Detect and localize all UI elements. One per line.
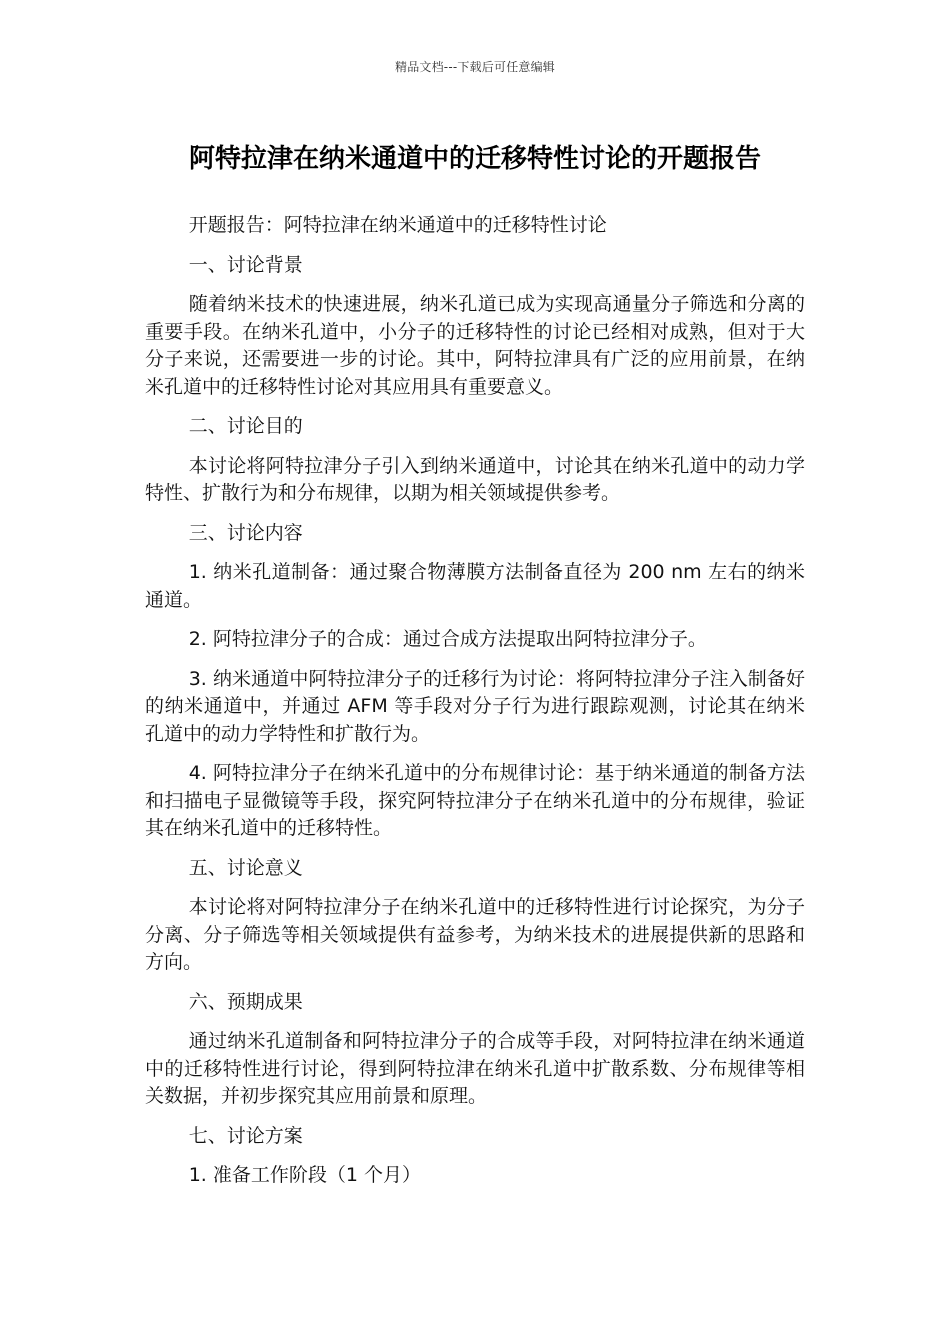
page-header-watermark: 精品文档---下载后可任意编辑	[395, 60, 555, 74]
body-paragraph-significance: 本讨论将对阿特拉津分子在纳米孔道中的迁移特性进行讨论探究，为分子分离、分子筛选等相关领域提供有益参考，为纳米技术的进展提供新的思路和方向。	[145, 896, 805, 973]
section-heading-expected-results: 六、预期成果	[188, 990, 303, 1013]
section-heading-background: 一、讨论背景	[188, 253, 303, 276]
content-item-3: 3. 纳米通道中阿特拉津分子的迁移行为讨论：将阿特拉津分子注入制备好的纳米通道中，并通过 AFM 等手段对分子行为进行跟踪观测，讨论其在纳米孔道中的动力学特性和扩散行为。	[145, 667, 805, 745]
content-item-4: 4. 阿特拉津分子在纳米孔道中的分布规律讨论：基于纳米通道的制备方法和扫描电子显微镜等手段，探究阿特拉津分子在纳米孔道中的分布规律，验证其在纳米孔道中的迁移特性。	[145, 762, 805, 839]
body-paragraph-expected-results: 通过纳米孔道制备和阿特拉津分子的合成等手段，对阿特拉津在纳米通道中的迁移特性进行讨论，得到阿特拉津在纳米孔道中扩散系数、分布规律等相关数据，并初步探究其应用前景和原理。	[145, 1030, 805, 1107]
body-paragraph-purpose: 本讨论将阿特拉津分子引入到纳米通道中，讨论其在纳米孔道中的动力学特性、扩散行为和分布规律，以期为相关领域提供参考。	[145, 454, 805, 504]
content-item-1: 1. 纳米孔道制备：通过聚合物薄膜方法制备直径为 200 nm 左右的纳米通道。	[145, 561, 805, 611]
section-heading-plan: 七、讨论方案	[188, 1124, 303, 1147]
section-heading-purpose: 二、讨论目的	[188, 415, 303, 437]
content-item-2: 2. 阿特拉津分子的合成：通过合成方法提取出阿特拉津分子。	[188, 628, 707, 650]
document-body	[145, 212, 805, 1202]
section-heading-content: 三、讨论内容	[188, 521, 303, 544]
body-paragraph-background: 随着纳米技术的快速进展，纳米孔道已成为实现高通量分子筛选和分离的重要手段。在纳米孔道中，小分子的迁移特性的讨论已经相对成熟，但对于大分子来说，还需要进一步的讨论。其中，阿特拉津具有广泛的应用前景，在纳米孔道中的迁移特性讨论对其应用具有重要意义。	[145, 293, 805, 398]
plan-item-1: 1. 准备工作阶段（1 个月）	[188, 1164, 421, 1186]
section-heading-significance: 五、讨论意义	[188, 856, 303, 879]
document-title: 阿特拉津在纳米通道中的迁移特性讨论的开题报告	[188, 144, 761, 174]
subtitle-line: 开题报告：阿特拉津在纳米通道中的迁移特性讨论	[188, 214, 607, 236]
